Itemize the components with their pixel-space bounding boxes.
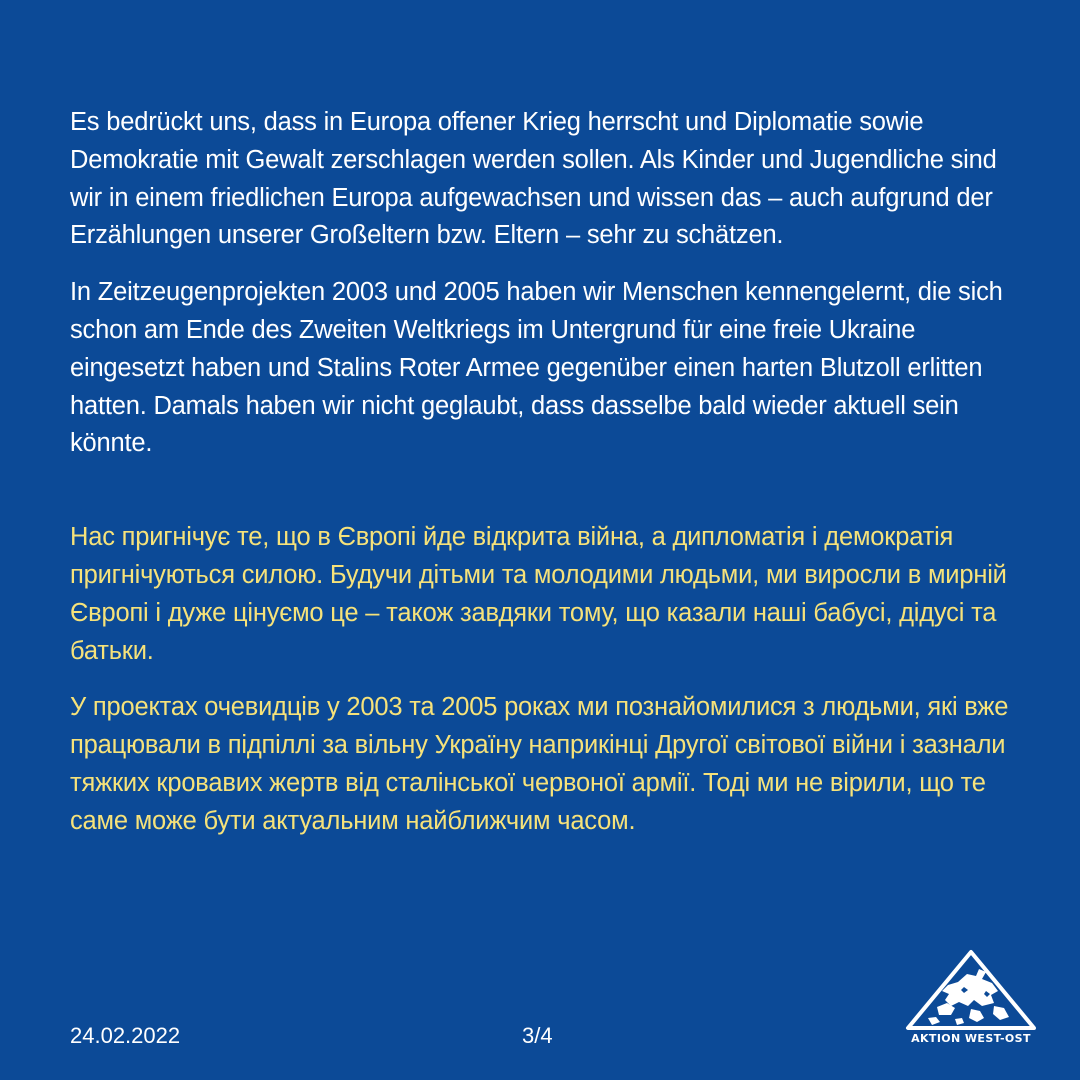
footer-date: 24.02.2022: [70, 1023, 181, 1048]
main-content: [70, 104, 1025, 841]
language-spacer: [70, 463, 1025, 519]
europe-triangle-icon: [900, 948, 1042, 1032]
logo-text: AKTION WEST-OST: [911, 1032, 1031, 1045]
organization-logo: [900, 948, 1042, 1048]
ukrainian-paragraph-1: Нас пригнічує те, що в Європі йде відкрита війна, а дипломатія і демократія пригнічуються силою. Будучи дітьми та молодими людьми, ми виросли в мирній Європі і дуже цінуємо це – також завдяки тому, що казали наші бабусі, дідусі та батьки.: [70, 523, 1007, 665]
german-paragraph-2: In Zeitzeugenprojekten 2003 und 2005 haben wir Menschen kennengelernt, die sich schon am Ende des Zweiten Weltkriegs im Untergrund für eine freie Ukraine eingesetzt haben und Stalins Roter Armee gegenüber einen harten Blutzoll erlitten hatten. Damals haben wir nicht geglaubt, dass dasselbe bald wieder aktuell sein könnte.: [70, 278, 1003, 458]
paragraph-spacer: [70, 670, 1025, 689]
ukrainian-paragraph-2: У проектах очевидців у 2003 та 2005 роках ми познайомилися з людьми, які вже працювали в підпіллі за вільну Україну наприкінці Другої світової війни і зазнали тяжких кровавих жертв від сталінської червоної армії. Тоді ми не вірили, що те саме може бути актуальним найближчим часом.: [70, 693, 1009, 835]
german-paragraph-1: Es bedrückt uns, dass in Europa offener Krieg herrscht und Diplomatie sowie Demokratie mit Gewalt zerschlagen werden sollen. Als Kinder und Jugendliche sind wir in einem friedlichen Europa aufgewachsen und wissen das – auch aufgrund der Erzählungen unserer Großeltern bzw. Eltern – sehr zu schätzen.: [70, 108, 997, 250]
page-number: 3/4: [522, 1023, 553, 1048]
paragraph-spacer: [70, 255, 1025, 274]
